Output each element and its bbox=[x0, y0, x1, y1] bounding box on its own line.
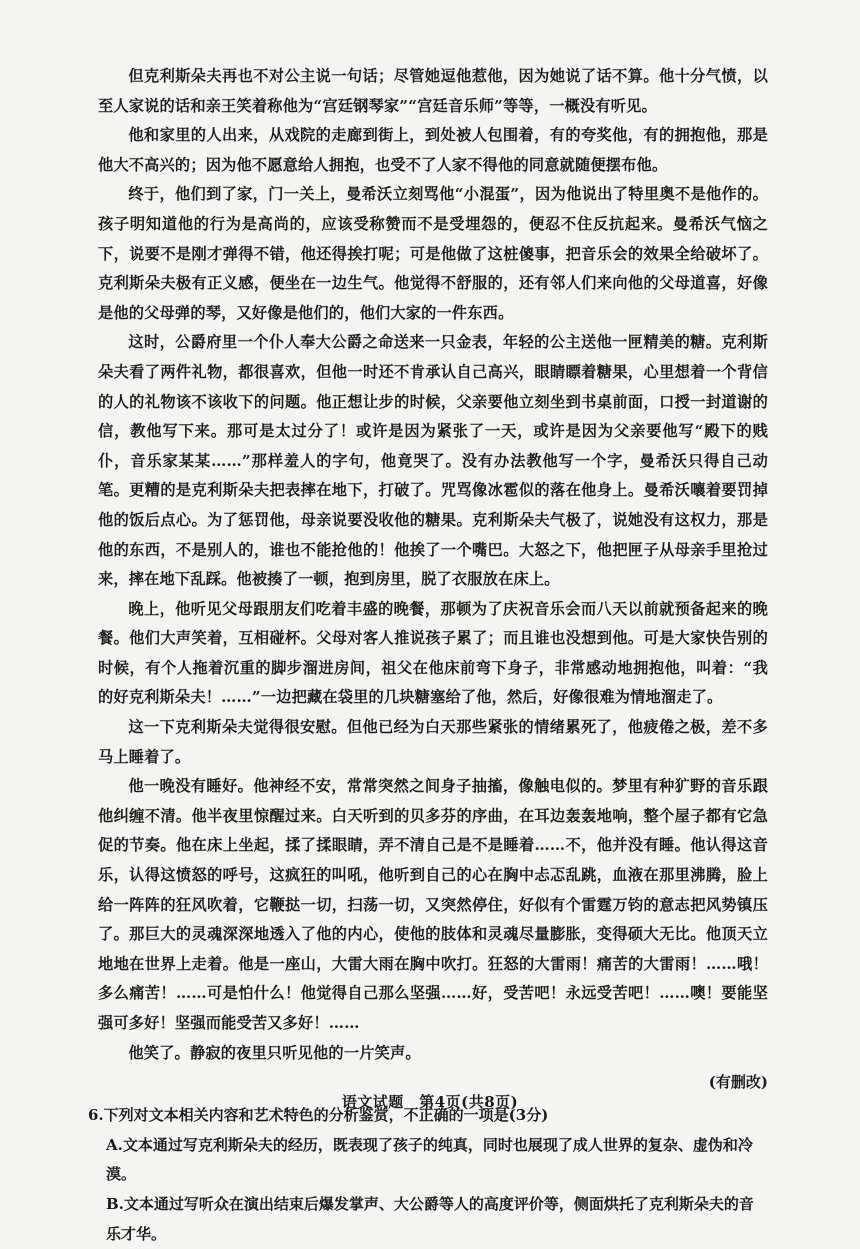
passage-paragraph: 这一下克利斯朵夫觉得很安慰。但他已经为白天那些紧张的情绪累死了，他疲倦之极，差不多马上睡着了。 bbox=[98, 718, 768, 766]
passage-paragraph: 晚上，他听见父母跟朋友们吃着丰盛的晚餐，那顿为了庆祝音乐会而八天以前就预备起来的晚餐。他们大声笑着，互相碰杯。父母对客人推说孩子累了；而且谁也没想到他。可是大家快告别的时候，有个人拖着沉重的脚步溜进房间，祖父在他床前弯下身子，非常感动地拥抱他，叫着：“我的好克利斯朵夫！……”一边把藏在袋里的几块糖塞给了他，然后，好像很难为情地溜走了。 bbox=[98, 599, 768, 707]
page-footer: 语文试题 第4页(共8页) bbox=[341, 1093, 519, 1111]
passage-paragraph: 但克利斯朵夫再也不对公主说一句话；尽管她逗他惹他，因为她说了话不算。他十分气愤，以至人家说的话和亲王笑着称他为“宫廷钢琴家”“宫廷音乐师”等等，一概没有听见。 bbox=[98, 67, 768, 115]
passage-paragraph: 他笑了。静寂的夜里只听见他的一片笑声。 bbox=[128, 1043, 421, 1062]
option-a: A.文本通过写克利斯朵夫的经历，既表现了孩子的纯真，同时也展现了成人世界的复杂、虚伪和冷漠。 bbox=[106, 1135, 753, 1184]
reading-passage bbox=[98, 62, 768, 1068]
abridged-note: (有删改) bbox=[708, 1073, 768, 1092]
passage-paragraph: 他和家里的人出来，从戏院的走廊到街上，到处被人包围着，有的夸奖他，有的拥抱他，那是他大不高兴的；因为他不愿意给人拥抱，也受不了人家不得他的同意就随便摆布他。 bbox=[98, 126, 768, 174]
option-b: B.文本通过写听众在演出结束后爆发掌声、大公爵等人的高度评价等，侧面烘托了克利斯朵夫的音乐才华。 bbox=[106, 1194, 754, 1243]
passage-paragraph: 他一晚没有睡好。他神经不安，常常突然之间身子抽搐，像触电似的。梦里有种犷野的音乐跟他纠缠不清。他半夜里惊醒过来。白天听到的贝多芬的序曲，在耳边轰轰地响，整个屋子都有它急促的节奏。他在床上坐起，揉了揉眼睛，弄不清自己是不是睡着……不，他并没有睡。他认得这音乐，认得这愤怒的呼号，这疯狂的叫吼，他听到自己的心在胸中忐忑乱跳，血液在那里沸腾，脸上给一阵阵的狂风吹着，它鞭挞一切，扫荡一切，又突然停住，好似有个雷霆万钧的意志把风势镇压了。那巨大的灵魂深深地透入了他的内心，使他的肢体和灵魂尽量膨胀，变得硕大无比。他顶天立地地在世界上走着。他是一座山，大雷大雨在胸中吹打。狂怒的大雷雨！痛苦的大雷雨！……哦！多么痛苦！……可是怕什么！他觉得自己那么坚强……好，受苦吧！永远受苦吧！……噢！要能坚强可多好！坚强而能受苦又多好！…… bbox=[98, 777, 768, 1032]
question-stem: 6.下列对文本相关内容和艺术特色的分析鉴赏，不正确的一项是(3分) bbox=[88, 1106, 549, 1125]
passage-paragraph: 这时，公爵府里一个仆人奉大公爵之命送来一只金表，年轻的公主送他一匣精美的糖。克利斯朵夫看了两件礼物，都很喜欢，但他一时还不肯承认自己高兴，眼睛瞟着糖果，心里想着一个背信的人的礼物该不该收下的问题。他正想让步的时候，父亲要他立刻坐到书桌前面，口授一封道谢的信，教他写下来。那可是太过分了！或许是因为紧张了一天，或许是因为父亲要他写“殿下的贱仆，音乐家某某……”那样羞人的字句，他竟哭了。没有办法教他写一个字，曼希沃只得自己动笔。更糟的是克利斯朵夫把表摔在地下，打破了。咒骂像冰雹似的落在他身上。曼希沃嚷着要罚掉他的饭后点心。为了惩罚他，母亲说要没收他的糖果。克利斯朵夫气极了，说她没有这权力，那是他的东西，不是别人的，谁也不能抢他的！他挨了一个嘴巴。大怒之下，他把匣子从母亲手里抢过来，摔在地下乱踩。他被揍了一顿，抱到房里，脱了衣服放在床上。 bbox=[98, 333, 768, 589]
passage-paragraph: 终于，他们到了家，门一关上，曼希沃立刻骂他“小混蛋”，因为他说出了特里奥不是他作的。孩子明知道他的行为是高尚的，应该受称赞而不是受埋怨的，便忍不住反抗起来。曼希沃气恼之下，说要不是刚才弹得不错，他还得挨打呢；可是他做了这桩傻事，把音乐会的效果全给破坏了。克利斯朵夫极有正义感，便坐在一边生气。他觉得不舒服的，还有邻人们来向他的父母道喜，好像是他的父母弹的琴，又好像是他们的，他们大家的一件东西。 bbox=[98, 185, 768, 322]
question-6 bbox=[88, 1101, 768, 1249]
